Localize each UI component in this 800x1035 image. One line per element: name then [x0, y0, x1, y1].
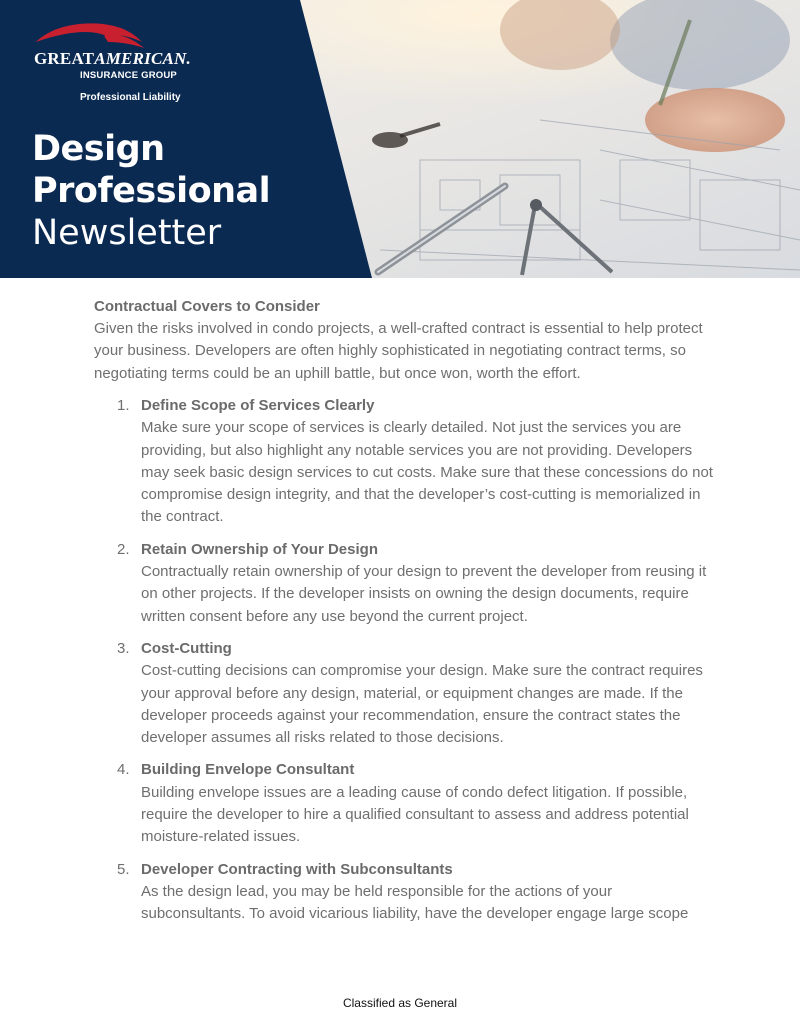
- title-line-design: Design: [32, 129, 165, 169]
- list-item: [94, 539, 714, 628]
- item-number: 1.: [117, 397, 130, 414]
- item-number: 3.: [117, 639, 130, 657]
- classification-footer: Classified as General: [342, 996, 458, 1010]
- item-number: 4.: [117, 761, 130, 779]
- item-title: Building Envelope Consultant: [141, 761, 355, 779]
- item-title: Retain Ownership of Your Design: [141, 540, 378, 558]
- great-american-logo: [34, 20, 191, 110]
- item-number: 5.: [117, 860, 130, 878]
- title-line-newsletter: Newsletter: [32, 213, 222, 253]
- item-body: Building envelope issues are a leading cause of condo defect litigation. If possible, require the developer to hire a qualified consultant to assess and address potential moisture-related issues.: [141, 783, 689, 846]
- item-title: Developer Contracting with Subconsultants: [141, 860, 453, 878]
- item-title: Cost-Cutting: [141, 639, 232, 657]
- item-body: Make sure your scope of services is clearly detailed. Not just the services you are providing, but also highlight any notable services you are not providing. Developers may seek basic design services to cut costs. Make sure that these concessions do not compromise design integrity, and that the developer’s cost-cutting is memorialized in the contract.: [141, 419, 713, 526]
- logo-division: Professional Liability: [80, 92, 181, 103]
- contract-tips-list: [94, 395, 714, 936]
- logo-insurance-group: INSURANCE GROUP: [80, 70, 177, 81]
- item-body: Contractually retain ownership of your design to prevent the developer from reusing it on other projects. If the developer insists on owning the design documents, require written consent before any use beyond the current project.: [141, 563, 707, 625]
- item-number: 2.: [117, 540, 130, 558]
- newsletter-title: [32, 128, 270, 254]
- list-item: [94, 395, 714, 529]
- section-heading: Contractual Covers to Consider: [94, 298, 320, 315]
- item-body: Cost-cutting decisions can compromise your design. Make sure the contract requires your approval before any design, material, or equipment changes are made. If the developer proceeds against your recommendation, ensure the contract states the developer assumes all risks related to those decisions.: [141, 662, 703, 747]
- intro-paragraph: Given the risks involved in condo projects, a well-crafted contract is essential to help protect your business. Developers are often highly sophisticated in negotiating contract terms, so negotiating terms could be an uphill battle, but once won, worth the effort.: [94, 320, 703, 382]
- list-item: [94, 859, 714, 926]
- title-line-professional: Professional: [32, 171, 271, 211]
- item-title: Define Scope of Services Clearly: [141, 397, 375, 414]
- logo-brand-american: AMERICAN.: [94, 49, 191, 68]
- logo-brand-great: GREAT: [34, 49, 95, 68]
- article-intro: [94, 296, 714, 385]
- item-body: As the design lead, you may be held responsible for the actions of your subconsultants. To avoid vicarious liability, have the developer engage large scope: [141, 882, 689, 923]
- newsletter-header: [0, 0, 800, 278]
- list-item: [94, 638, 714, 749]
- list-item: [94, 759, 714, 848]
